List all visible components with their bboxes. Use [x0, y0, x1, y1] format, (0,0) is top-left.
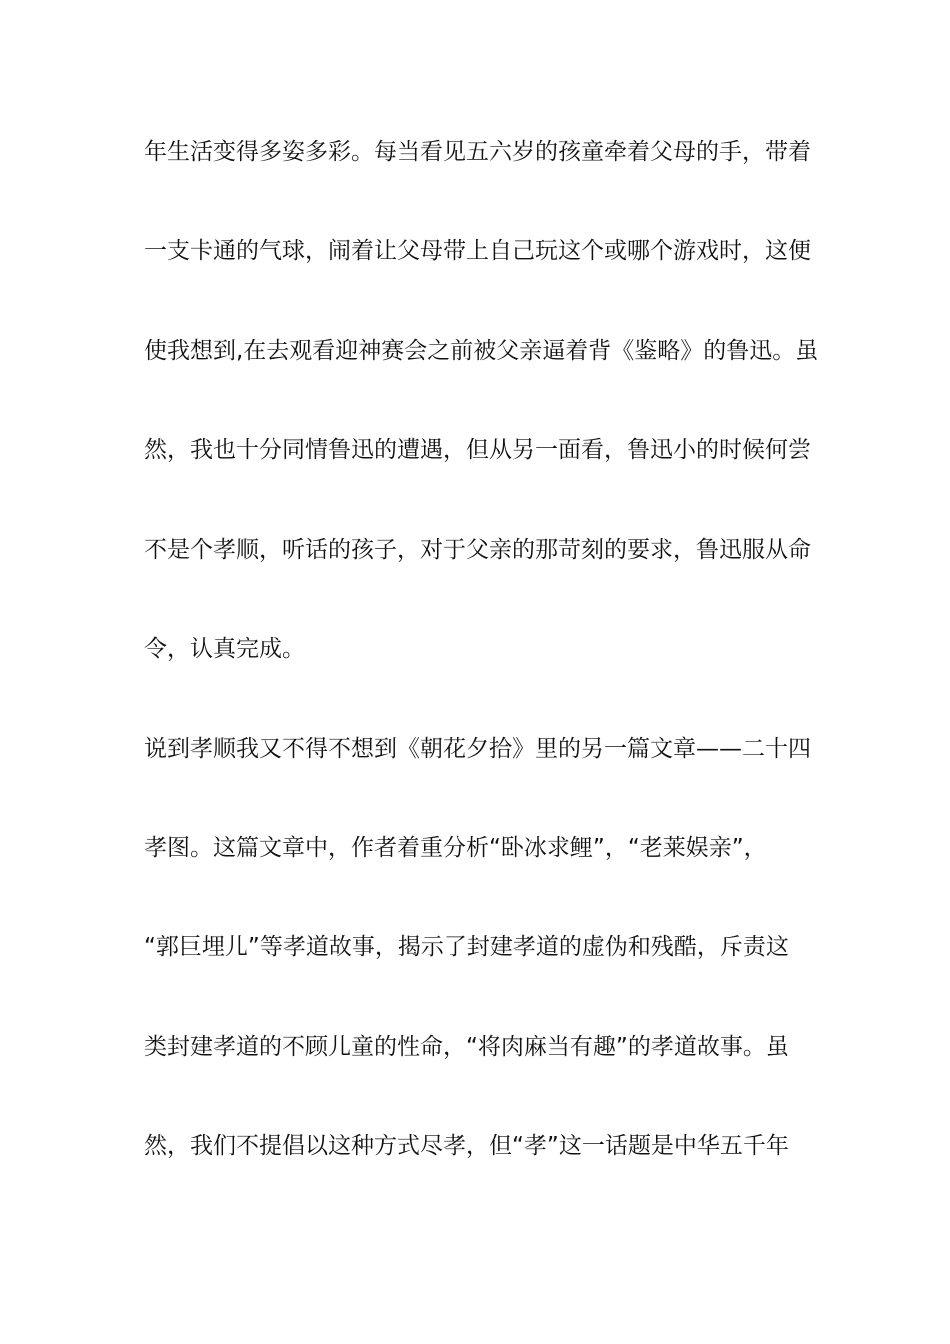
text-line: 一支卡通的气球，闹着让父母带上自己玩这个或哪个游戏时，这便: [144, 238, 811, 264]
text-line: 使我想到,在去观看迎神赛会之前被父亲逼着背《鉴略》的鲁迅。虽: [144, 338, 819, 364]
text-line: 年生活变得多姿多彩。每当看见五六岁的孩童牵着父母的手，带着: [144, 139, 811, 165]
text-line: 然，我们不提倡以这种方式尽孝，但“孝”这一话题是中华五千年: [144, 1133, 789, 1159]
text-line: 令，认真完成。: [144, 636, 305, 662]
text-line: 说到孝顺我又不得不想到《朝花夕拾》里的另一篇文章——二十四: [144, 736, 811, 762]
text-line: 类封建孝道的不顾儿童的性命，“将肉麻当有趣”的孝道故事。虽: [144, 1034, 789, 1060]
text-line: 不是个孝顺，听话的孩子，对于父亲的那苛刻的要求，鲁迅服从命: [144, 537, 811, 563]
text-line: 然，我也十分同情鲁迅的遭遇，但从另一面看，鲁迅小的时候何尝: [144, 437, 811, 463]
text-line: 孝图。这篇文章中，作者着重分析“卧冰求鲤”，“老莱娱亲”，: [144, 835, 767, 861]
text-line: “郭巨埋儿”等孝道故事，揭示了封建孝道的虚伪和残酷，斥责这: [144, 934, 789, 960]
